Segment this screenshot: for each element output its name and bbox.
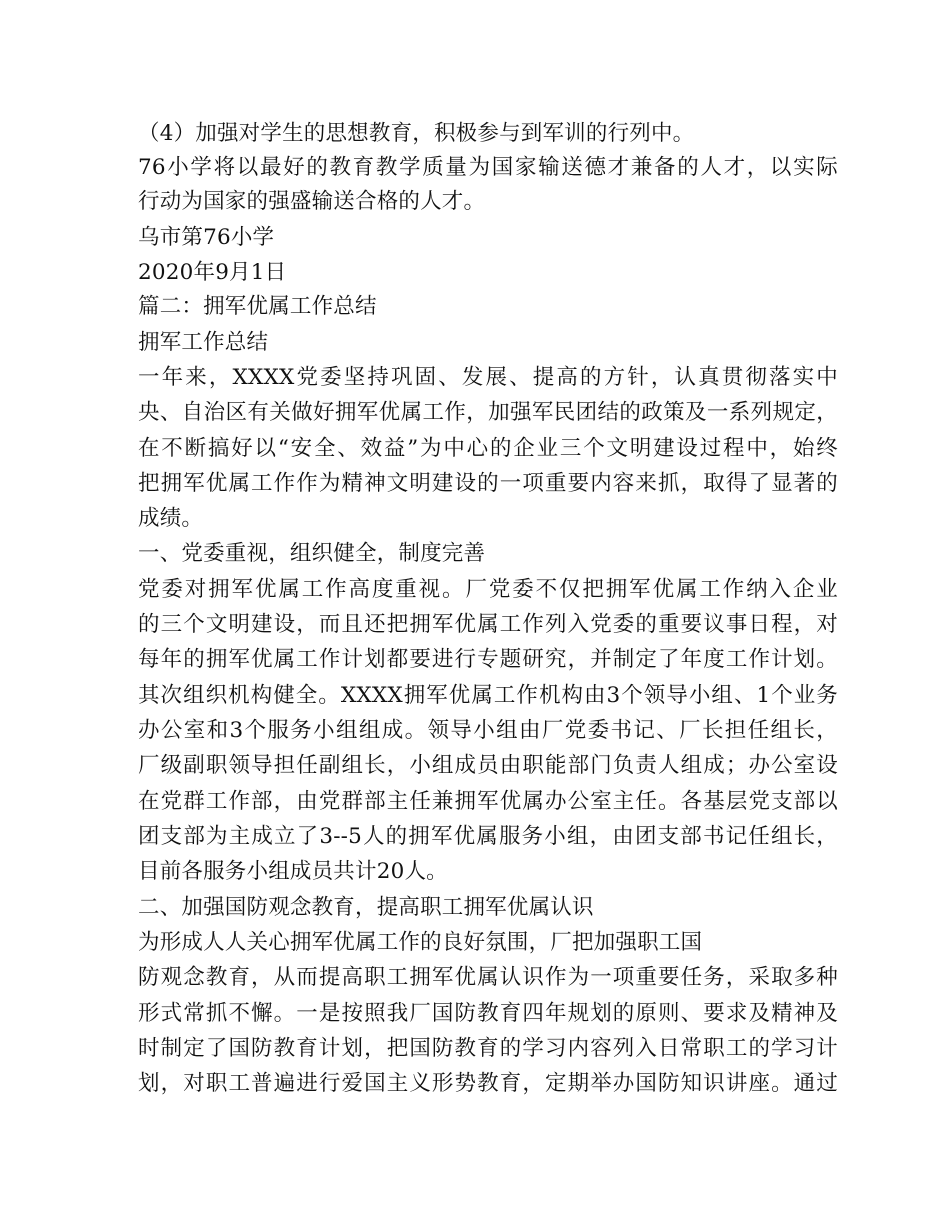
text-line-24: 为形成人人关心拥军优属工作的良好氛围，厂把加强职工国 (138, 930, 703, 955)
text-line-3: 行动为国家的强盛输送合格的人才。 (138, 189, 486, 214)
text-line-28: 划，对职工普遍进行爱国主义形势教育，定期举办国防知识讲座。通过 (138, 1071, 838, 1096)
text-line-10: 在不断搞好以“安全、效益”为中心的企业三个文明建设过程中，始终 (138, 436, 838, 461)
text-line-21: 团支部为主成立了3--5人的拥军优属服务小组，由团支部书记任组长， (138, 824, 838, 849)
school-signature: 乌市第76小学 (138, 225, 275, 250)
text-line-1: （4）加强对学生的思想教育，积极参与到军训的行列中。 (138, 121, 695, 146)
text-line-14: 党委对拥军优属工作高度重视。厂党委不仅把拥军优属工作纳入企业 (138, 577, 838, 602)
text-line-12: 成绩。 (138, 506, 204, 531)
text-line-17: 其次组织机构健全。XXXX拥军优属工作机构由3个领导小组、1个业务 (138, 683, 838, 708)
section-title: 篇二：拥军优属工作总结 (138, 294, 377, 319)
document-title: 拥军工作总结 (138, 330, 269, 355)
text-line-8: 一年来，XXXX党委坚持巩固、发展、提高的方针，认真贯彻落实中 (138, 365, 838, 390)
text-line-2: 76小学将以最好的教育教学质量为国家输送德才兼备的人才，以实际 (138, 155, 838, 180)
text-line-18: 办公室和3个服务小组组成。领导小组由厂党委书记、厂长担任组长， (138, 718, 838, 743)
text-line-9: 央、自治区有关做好拥军优属工作，加强军民团结的政策及一系列规定， (138, 400, 838, 425)
text-line-27: 时制定了国防教育计划，把国防教育的学习内容列入日常职工的学习计 (138, 1036, 838, 1061)
text-line-26: 形式常抓不懈。一是按照我厂国防教育四年规划的原则、要求及精神及 (138, 1001, 838, 1026)
text-line-11: 把拥军优属工作作为精神文明建设的一项重要内容来抓，取得了显著的 (138, 471, 838, 496)
heading-one: 一、党委重视，组织健全，制度完善 (138, 541, 486, 566)
text-line-16: 每年的拥军优属工作计划都要进行专题研究，并制定了年度工作计划。 (138, 647, 838, 672)
text-line-15: 的三个文明建设，而且还把拥军优属工作列入党委的重要议事日程，对 (138, 612, 838, 637)
text-line-19: 厂级副职领导担任副组长，小组成员由职能部门负责人组成；办公室设 (138, 753, 838, 778)
heading-two: 二、加强国防观念教育，提高职工拥军优属认识 (138, 895, 594, 920)
text-line-25: 防观念教育，从而提高职工拥军优属认识作为一项重要任务，采取多种 (138, 965, 838, 990)
text-line-22: 目前各服务小组成员共计20人。 (138, 859, 448, 884)
date-line: 2020年9月1日 (138, 260, 287, 285)
text-line-20: 在党群工作部，由党群部主任兼拥军优属办公室主任。各基层党支部以 (138, 789, 838, 814)
